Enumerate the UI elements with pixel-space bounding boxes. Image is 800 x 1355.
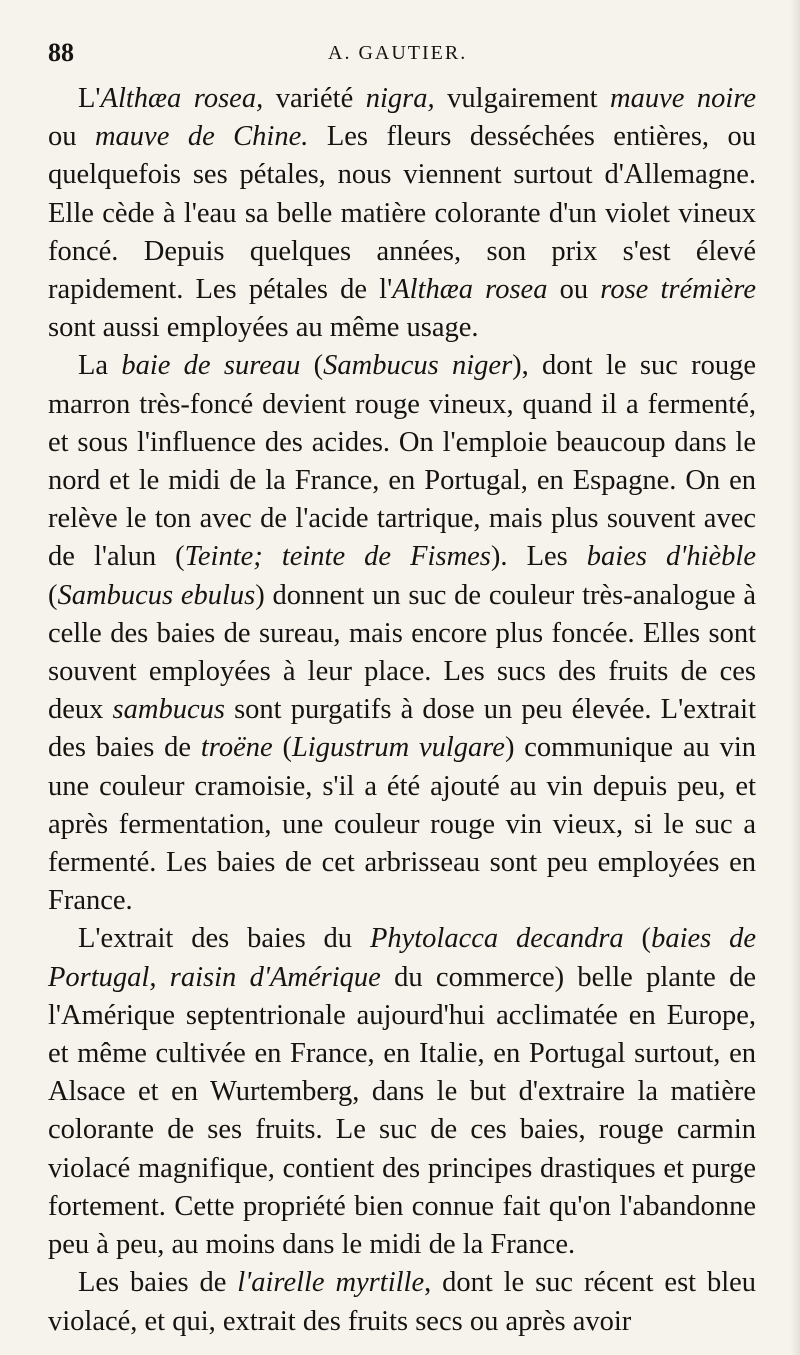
text-span: du commerce) belle plante de l'Amérique septentrionale aujourd'hui acclimatée en Europe, et même cultivée en France, en Italie, en Portugal surtout, en Alsace et en Wurtemberg, dans le but d'extraire la matière colorante de ses fruits. Le suc de ces baies, rouge carmin violacé magnifique, contient des principes drastiques et purge fortement. Cette propriété bien connue fait qu'on l'abandonne peu à peu, au moins dans le midi de la France. bbox=[48, 961, 756, 1261]
italic-text-span: l'airelle myrtille bbox=[237, 1267, 425, 1299]
text-span: ), dont le suc rouge marron très-foncé devient rouge vineux, quand il a fermenté, et sous l'influence des acides. On l'emploie beaucoup dans le nord et le midi de la France, en Portugal, en Espagne. On en relève le ton avec de l'acide tartrique, mais plus souvent avec de l'alun ( bbox=[48, 350, 757, 573]
text-span: La bbox=[78, 350, 122, 382]
italic-text-span: baies de Portugal, raisin d'Amérique bbox=[48, 923, 757, 993]
text-span: L'extrait des baies du bbox=[78, 923, 370, 955]
paragraph-sureau bbox=[48, 347, 756, 920]
text-span: Les baies de bbox=[78, 1267, 238, 1299]
paragraph-airelle bbox=[48, 1264, 756, 1340]
italic-text-span: Ligustrum vulgare bbox=[291, 732, 505, 764]
italic-text-span: Phytolacca decandra bbox=[369, 923, 624, 955]
body-text bbox=[48, 80, 756, 1341]
italic-text-span: baie de sureau bbox=[121, 350, 301, 382]
text-span: L' bbox=[78, 83, 101, 114]
italic-text-span: Sambucus ebulus bbox=[57, 579, 256, 611]
text-span: Les fleurs desséchées entières, ou quelquefois ses pétales, nous viennent surtout d'Allemagne. Elle cède à l'eau sa belle matière colorante d'un violet vineux foncé. Depuis quelques années, son prix s'est élevé rapidement. Les pétales de l' bbox=[48, 121, 757, 306]
italic-text-span: rose trémière bbox=[600, 274, 756, 306]
italic-text-span: Sambucus niger bbox=[323, 350, 513, 382]
running-head: A. GAUTIER. bbox=[328, 42, 468, 64]
page-number: 88 bbox=[48, 38, 74, 67]
paragraph-phytolacca bbox=[48, 920, 756, 1264]
italic-text-span: Althæa rosea, bbox=[100, 83, 264, 114]
italic-text-span: baies d'hièble bbox=[586, 541, 757, 573]
italic-text-span: nigra, bbox=[365, 83, 435, 114]
text-span: ). Les bbox=[490, 541, 587, 573]
text-span: vulgairement bbox=[434, 83, 611, 114]
italic-text-span: mauve noire bbox=[610, 83, 757, 114]
italic-text-span: troëne bbox=[200, 732, 273, 764]
text-span: , dont le suc récent est bleu violacé, et qui, extrait des fruits secs ou après avoir bbox=[48, 1267, 757, 1337]
italic-text-span: sambucus bbox=[112, 694, 225, 726]
text-span: ) donnent un suc de couleur très-analogue à celle des baies de sureau, mais encore plus foncée. Elles sont souvent employées à leur place. Les sucs des fruits de ces deux bbox=[48, 579, 756, 726]
italic-text-span: mauve de Chine. bbox=[94, 121, 309, 153]
text-span: ) communique au vin une couleur cramoisie, s'il a été ajouté au vin depuis peu, et après fermentation, une couleur rouge vin vieux, si le suc a fermenté. Les baies de cet arbrisseau sont peu employées en France. bbox=[48, 732, 757, 917]
text-span: ( bbox=[300, 350, 324, 382]
text-span: ou bbox=[547, 274, 601, 306]
text-span: ( bbox=[272, 732, 292, 764]
page-header bbox=[48, 34, 756, 78]
paragraph-althaea bbox=[48, 80, 756, 347]
text-span: variété bbox=[263, 83, 366, 114]
text-span: ( bbox=[623, 923, 652, 955]
text-span: ou bbox=[48, 121, 95, 153]
text-span: ( bbox=[48, 579, 58, 611]
text-span: sont aussi employées au même usage. bbox=[48, 312, 479, 344]
italic-text-span: Teinte; teinte de Fismes bbox=[184, 541, 491, 573]
italic-text-span: Althæa rosea bbox=[392, 274, 548, 306]
text-span: sont purgatifs à dose un peu élevée. L'extrait des baies de bbox=[48, 694, 756, 764]
page-edge-shadow bbox=[790, 0, 800, 1355]
